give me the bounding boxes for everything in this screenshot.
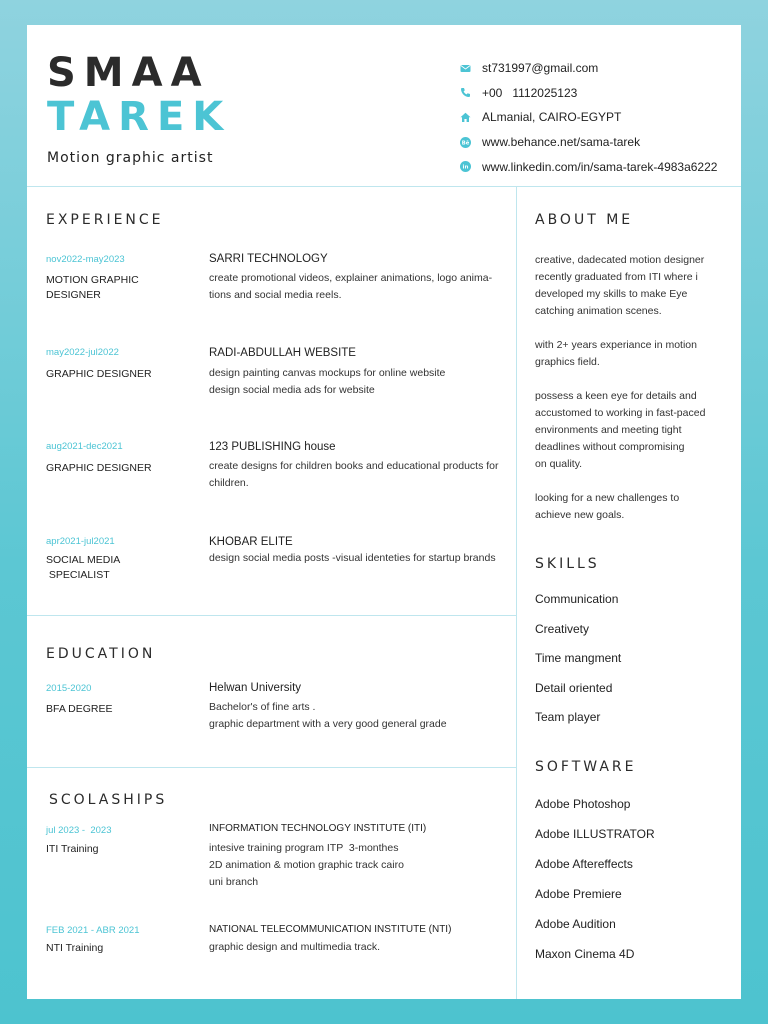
contact-behance[interactable] [460,130,740,155]
scholarship-date: jul 2023 - 2023 [46,825,112,836]
experience-position: MOTION GRAPHIC DESIGNER [46,274,139,301]
scholarship-date: FEB 2021 - ABR 2021 [46,925,140,936]
resume-sheet [27,25,741,999]
education-school: Helwan University [209,682,302,694]
scholarship-name: NTI Training [46,942,104,954]
experience-date: apr2021-jul2021 [46,536,115,547]
scholarship-name: ITI Training [46,843,99,855]
scholarships-heading: SCOLASHIPS [49,792,168,808]
software-list [535,797,725,977]
behance-link[interactable]: www.behance.net/sama-tarek [482,135,641,150]
software-item: Adobe Photoshop [535,797,631,811]
software-item: Maxon Cinema 4D [535,947,635,961]
about-paragraph: creative, dadecated motion designer recently graduated from ITI where i developed my skills to make Eye catching animation scenes. [535,254,705,317]
about-paragraph: possess a keen eye for details and accustomed to working in fast-paced environments and meeting tight deadlines without compromising on quality. [535,390,706,470]
phone-text: +00 1112025123 [482,85,578,100]
skill-item: Team player [535,710,601,724]
email-text: st731997@gmail.com [482,61,599,76]
software-item: Adobe Aftereffects [535,857,633,871]
scholarship-institute: NATIONAL TELECOMMUNICATION INSTITUTE (NTI) [209,924,452,935]
skills-heading: SKILLS [535,556,600,572]
software-item: Adobe ILLUSTRATOR [535,827,655,841]
education-description: Bachelor's of fine arts . graphic department with a very good general grade [209,701,447,730]
home-icon [460,112,471,123]
experience-date: may2022-jul2022 [46,347,119,358]
experience-company: KHOBAR ELITE [209,536,293,548]
svg-text:Bē: Bē [461,139,470,146]
phone-icon [460,87,471,98]
address-text: ALmanial, CAIRO-EGYPT [482,110,622,125]
about-paragraph: with 2+ years experiance in motion graphics field. [535,339,697,368]
last-name: TAREK [47,94,232,140]
svg-text:in: in [462,164,469,171]
education-divider [27,767,516,768]
scholarship-institute: INFORMATION TECHNOLOGY INSTITUTE (ITI) [209,823,427,834]
contact-linkedin[interactable] [460,154,740,179]
linkedin-link[interactable]: www.linkedin.com/in/sama-tarek-4983a6222 [482,159,718,174]
experience-position: GRAPHIC DESIGNER [46,462,152,474]
mail-icon [460,63,471,74]
education-degree: BFA DEGREE [46,703,113,715]
column-divider [516,186,517,999]
software-heading: SOFTWARE [535,759,637,775]
experience-date: aug2021-dec2021 [46,441,123,452]
scholarship-description: intesive training program ITP 3-monthes 2D animation & motion graphic track cairo uni branch [209,842,404,888]
experience-heading: EXPERIENCE [46,212,164,228]
skill-item: Communication [535,592,619,606]
skill-item: Detail oriented [535,680,613,695]
experience-company: SARRI TECHNOLOGY [209,253,328,265]
scholarship-description: graphic design and multimedia track. [209,941,381,953]
experience-position: SOCIAL MEDIA SPECIALIST [46,554,121,581]
experience-description: design painting canvas mockups for online website design social media ads for website [209,367,446,396]
linkedin-icon [460,161,471,172]
behance-icon [460,137,471,148]
skill-item: Time mangment [535,651,622,665]
experience-divider [27,615,516,616]
header-divider [27,186,741,187]
about-text [535,252,725,524]
education-date: 2015-2020 [46,683,92,694]
about-paragraph: looking for a new challenges to achieve new goals. [535,492,680,521]
education-heading: EDUCATION [46,646,156,662]
software-item: Adobe Audition [535,917,616,931]
experience-company: RADI-ABDULLAH WEBSITE [209,347,356,359]
first-name: SMAA [47,50,210,96]
experience-description: create promotional videos, explainer animations, logo anima- tions and social media reels. [209,272,493,301]
about-heading: ABOUT ME [535,212,634,228]
experience-description: create designs for children books and educational products for children. [209,460,499,489]
skill-item: Creativety [535,621,590,636]
experience-description: design social media posts -visual identeties for startup brands [209,552,496,564]
contact-list [460,56,740,179]
contact-email[interactable] [460,56,740,81]
experience-date: nov2022-may2023 [46,254,125,265]
contact-phone[interactable] [460,81,740,106]
skills-list [535,592,725,740]
contact-address [460,105,740,130]
job-title: Motion graphic artist [47,150,214,166]
experience-company: 123 PUBLISHING house [209,441,336,453]
software-item: Adobe Premiere [535,887,622,901]
experience-position: GRAPHIC DESIGNER [46,368,152,380]
